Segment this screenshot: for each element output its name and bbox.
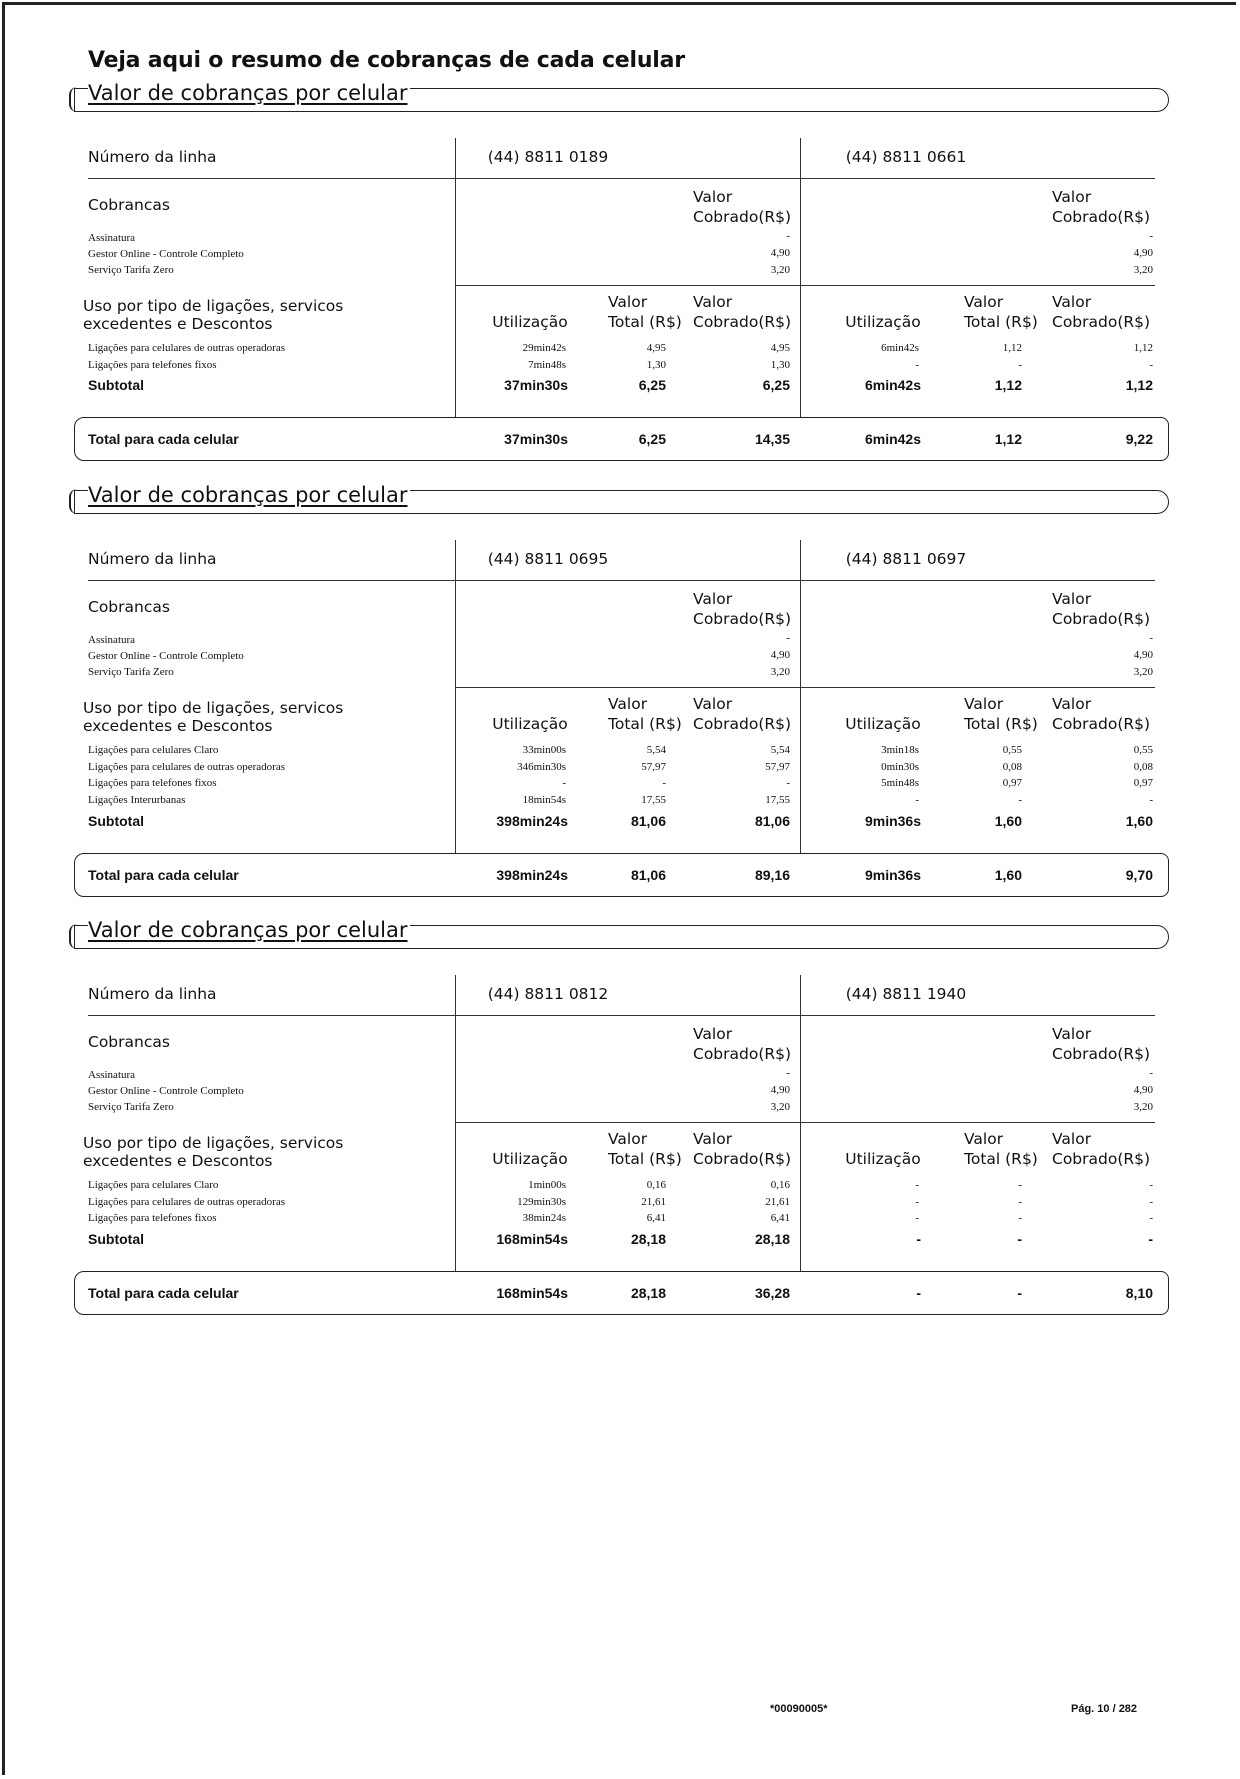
subtotal-charged: 6,25 <box>762 377 790 394</box>
usage-total: 21,61 <box>641 1195 666 1208</box>
usage-item-label: Ligações para telefones fixos <box>88 358 217 371</box>
charge-value: - <box>1149 230 1153 242</box>
usage-section-label: excedentes e Descontos <box>83 717 273 735</box>
usage-time: 3min18s <box>881 744 919 756</box>
charge-value: 3,20 <box>1133 666 1153 678</box>
usage-time: - <box>915 1195 919 1208</box>
usage-charged: - <box>1149 1195 1153 1208</box>
charge-item-label: Serviço Tarifa Zero <box>88 666 174 678</box>
total-value: 1,12 <box>994 431 1022 448</box>
usage-item-label: Ligações para celulares Claro <box>88 1179 219 1191</box>
usage-total: 17,55 <box>641 794 666 807</box>
column-header: Total (R$) <box>608 313 682 331</box>
usage-time: 129min30s <box>517 1195 566 1208</box>
usage-charged: 6,41 <box>770 1212 790 1225</box>
usage-total: - <box>1018 358 1022 371</box>
total-time: 398min24s <box>496 866 568 883</box>
subtotal-charged: 1,60 <box>1125 812 1153 829</box>
column-header: Utilização <box>845 715 921 733</box>
charge-value: 3,20 <box>770 264 790 276</box>
charge-value: 3,20 <box>1133 264 1153 276</box>
total-value: 6,25 <box>638 431 666 448</box>
total-charged: 9,22 <box>1125 431 1153 448</box>
column-header: Total (R$) <box>964 1150 1038 1168</box>
column-header: Valor <box>693 1130 733 1148</box>
column-header: Total (R$) <box>608 715 682 733</box>
usage-charged: 1,30 <box>770 358 790 371</box>
row-divider <box>88 178 1155 179</box>
usage-total: 0,16 <box>646 1179 666 1191</box>
phone-line-number: (44) 8811 0189 <box>487 148 609 166</box>
column-header: Valor <box>964 695 1004 713</box>
usage-section-label: Uso por tipo de ligações, servicos <box>83 699 344 717</box>
usage-item-label: Ligações para telefones fixos <box>88 777 217 790</box>
usage-time: 1min00s <box>528 1179 566 1191</box>
section-header <box>74 483 1169 514</box>
charge-value: 4,90 <box>1133 247 1153 259</box>
column-header: Valor <box>693 188 733 206</box>
total-time: 6min42s <box>864 431 921 448</box>
total-charged: 89,16 <box>754 866 790 883</box>
usage-charged: 4,95 <box>770 342 790 354</box>
column-divider <box>455 540 456 853</box>
usage-total: 5,54 <box>646 744 666 756</box>
usage-time: 33min00s <box>522 744 566 756</box>
document-code: *00090005* <box>770 1703 828 1715</box>
section-title: Valor de cobranças por celular <box>88 483 408 507</box>
column-header: Utilização <box>845 1150 921 1168</box>
usage-charged: - <box>1149 1179 1153 1191</box>
page-title: Veja aqui o resumo de cobranças de cada celular <box>88 48 685 73</box>
subtotal-label: Subtotal <box>88 1231 144 1248</box>
section-header <box>74 81 1169 112</box>
usage-charged: - <box>1149 794 1153 807</box>
charge-value: 3,20 <box>1133 1101 1153 1113</box>
usage-charged: - <box>786 777 790 790</box>
usage-charged: 5,54 <box>770 744 790 756</box>
column-header: Cobrado(R$) <box>1052 208 1151 226</box>
column-header: Cobrado(R$) <box>693 208 792 226</box>
usage-charged: 1,12 <box>1133 342 1153 354</box>
usage-item-label: Ligações para telefones fixos <box>88 1212 217 1225</box>
charge-value: 4,90 <box>1133 649 1153 661</box>
column-header: Valor <box>693 293 733 311</box>
usage-time: 0min30s <box>881 760 919 773</box>
usage-time: 346min30s <box>517 760 566 773</box>
total-value: 28,18 <box>630 1285 666 1302</box>
subtotal-total: 81,06 <box>630 812 666 829</box>
column-header: Valor <box>964 293 1004 311</box>
charge-item-label: Gestor Online - Controle Completo <box>88 650 244 662</box>
subtotal-time: - <box>916 1231 921 1248</box>
column-header: Cobrado(R$) <box>693 1150 792 1168</box>
total-value: 1,60 <box>994 866 1022 883</box>
column-divider <box>800 975 801 1271</box>
subtotal-total: 1,60 <box>994 812 1022 829</box>
phone-line-number: (44) 8811 0812 <box>487 985 609 1003</box>
charge-item-label: Gestor Online - Controle Completo <box>88 1085 244 1097</box>
usage-item-label: Ligações Interurbanas <box>88 794 186 807</box>
charge-item-label: Serviço Tarifa Zero <box>88 264 174 276</box>
charge-item-label: Assinatura <box>88 634 136 646</box>
usage-total: 1,12 <box>1002 342 1022 354</box>
usage-charged: 0,97 <box>1133 777 1153 790</box>
charges-label: Cobrancas <box>88 598 170 616</box>
subtotal-time: 168min54s <box>496 1231 568 1248</box>
charge-value: - <box>786 1067 790 1079</box>
usage-total: 0,55 <box>1002 744 1022 756</box>
total-value: - <box>1017 1285 1022 1302</box>
column-header: Cobrado(R$) <box>1052 1045 1151 1063</box>
column-header: Total (R$) <box>964 715 1038 733</box>
usage-item-label: Ligações para celulares Claro <box>88 744 219 756</box>
usage-total: 0,08 <box>1002 760 1022 773</box>
total-charged: 14,35 <box>754 431 790 448</box>
charge-value: - <box>1149 1067 1153 1079</box>
section-title: Valor de cobranças por celular <box>88 81 408 105</box>
charge-section <box>0 81 1240 518</box>
usage-total: - <box>1018 1195 1022 1208</box>
total-charged: 9,70 <box>1125 866 1153 883</box>
total-time: 9min36s <box>864 866 921 883</box>
charge-section <box>0 483 1240 920</box>
column-header: Valor <box>693 1025 733 1043</box>
usage-total: 6,41 <box>646 1212 666 1225</box>
column-header: Valor <box>608 1130 648 1148</box>
charge-item-label: Assinatura <box>88 232 136 244</box>
usage-section-label: Uso por tipo de ligações, servicos <box>83 1134 344 1152</box>
charge-value: 4,90 <box>1133 1084 1153 1096</box>
charge-item-label: Assinatura <box>88 1069 136 1081</box>
total-time: - <box>916 1285 921 1302</box>
subtotal-label: Subtotal <box>88 377 144 394</box>
total-label: Total para cada celular <box>88 1285 239 1302</box>
usage-charged: 17,55 <box>765 794 790 807</box>
charges-label: Cobrancas <box>88 1033 170 1051</box>
charge-value: 4,90 <box>770 1084 790 1096</box>
charge-value: 3,20 <box>770 666 790 678</box>
line-number-label: Número da linha <box>88 985 217 1003</box>
column-divider <box>455 138 456 417</box>
charge-value: - <box>786 230 790 242</box>
phone-line-number: (44) 8811 0695 <box>487 550 609 568</box>
row-divider <box>455 687 1155 688</box>
usage-section-label: Uso por tipo de ligações, servicos <box>83 297 344 315</box>
column-header: Valor <box>1052 1130 1092 1148</box>
column-header: Utilização <box>845 313 921 331</box>
column-divider <box>800 138 801 417</box>
column-header: Cobrado(R$) <box>693 715 792 733</box>
subtotal-total: - <box>1017 1231 1022 1248</box>
subtotal-time: 37min30s <box>504 377 568 394</box>
usage-total: - <box>1018 1179 1022 1191</box>
total-time: 37min30s <box>504 431 568 448</box>
usage-item-label: Ligações para celulares de outras operadoras <box>88 760 285 773</box>
column-header: Valor <box>1052 590 1092 608</box>
usage-charged: 0,08 <box>1133 760 1153 773</box>
column-header: Valor <box>693 590 733 608</box>
total-label: Total para cada celular <box>88 866 239 883</box>
usage-charged: 57,97 <box>765 760 790 773</box>
phone-line-number: (44) 8811 0661 <box>845 148 967 166</box>
subtotal-charged: 81,06 <box>754 812 790 829</box>
column-header: Valor <box>693 695 733 713</box>
column-header: Utilização <box>492 1150 568 1168</box>
charges-label: Cobrancas <box>88 196 170 214</box>
subtotal-charged: - <box>1148 1231 1153 1248</box>
usage-time: - <box>915 358 919 371</box>
column-header: Valor <box>608 695 648 713</box>
usage-item-label: Ligações para celulares de outras operadoras <box>88 1195 285 1208</box>
column-header: Valor <box>1052 293 1092 311</box>
usage-section-label: excedentes e Descontos <box>83 315 273 333</box>
total-value: 81,06 <box>630 866 666 883</box>
column-header: Utilização <box>492 715 568 733</box>
usage-total: - <box>662 777 666 790</box>
row-divider <box>455 1122 1155 1123</box>
subtotal-time: 398min24s <box>496 812 568 829</box>
total-charged: 36,28 <box>754 1285 790 1302</box>
usage-charged: - <box>1149 1212 1153 1225</box>
usage-time: 6min42s <box>881 342 919 354</box>
phone-line-number: (44) 8811 1940 <box>845 985 967 1003</box>
line-number-label: Número da linha <box>88 550 217 568</box>
total-charged: 8,10 <box>1125 1285 1153 1302</box>
charge-value: 4,90 <box>770 247 790 259</box>
row-divider <box>455 285 1155 286</box>
usage-time: 38min24s <box>522 1212 566 1225</box>
column-header: Valor <box>608 293 648 311</box>
charge-value: - <box>786 632 790 644</box>
column-divider <box>800 540 801 853</box>
usage-time: - <box>915 1179 919 1191</box>
usage-total: 57,97 <box>641 760 666 773</box>
usage-total: 1,30 <box>646 358 666 371</box>
usage-total: 4,95 <box>646 342 666 354</box>
column-header: Valor <box>1052 1025 1092 1043</box>
charge-value: 3,20 <box>770 1101 790 1113</box>
column-header: Valor <box>1052 695 1092 713</box>
usage-total: - <box>1018 1212 1022 1225</box>
usage-time: - <box>915 794 919 807</box>
usage-charged: 21,61 <box>765 1195 790 1208</box>
usage-charged: 0,16 <box>770 1179 790 1191</box>
column-header: Cobrado(R$) <box>1052 1150 1151 1168</box>
column-header: Cobrado(R$) <box>693 313 792 331</box>
column-divider <box>455 975 456 1271</box>
row-divider <box>88 580 1155 581</box>
subtotal-time: 9min36s <box>864 812 921 829</box>
usage-charged: - <box>1149 358 1153 371</box>
usage-time: - <box>915 1212 919 1225</box>
section-title: Valor de cobranças por celular <box>88 918 408 942</box>
column-header: Utilização <box>492 313 568 331</box>
total-time: 168min54s <box>496 1285 568 1302</box>
usage-time: 29min42s <box>522 342 566 354</box>
column-header: Cobrado(R$) <box>1052 610 1151 628</box>
column-header: Total (R$) <box>608 1150 682 1168</box>
column-header: Valor <box>1052 188 1092 206</box>
subtotal-label: Subtotal <box>88 812 144 829</box>
page-number: Pág. 10 / 282 <box>1071 1703 1138 1715</box>
usage-time: 7min48s <box>528 358 566 371</box>
subtotal-total: 6,25 <box>638 377 666 394</box>
subtotal-total: 28,18 <box>630 1231 666 1248</box>
column-header: Cobrado(R$) <box>693 610 792 628</box>
total-label: Total para cada celular <box>88 431 239 448</box>
usage-total: - <box>1018 794 1022 807</box>
subtotal-charged: 28,18 <box>754 1231 790 1248</box>
charge-value: 4,90 <box>770 649 790 661</box>
column-header: Cobrado(R$) <box>693 1045 792 1063</box>
subtotal-total: 1,12 <box>994 377 1022 394</box>
phone-line-number: (44) 8811 0697 <box>845 550 967 568</box>
charge-item-label: Serviço Tarifa Zero <box>88 1101 174 1113</box>
charge-item-label: Gestor Online - Controle Completo <box>88 248 244 260</box>
usage-item-label: Ligações para celulares de outras operadoras <box>88 342 285 354</box>
usage-time: 5min48s <box>881 777 919 790</box>
usage-charged: 0,55 <box>1133 744 1153 756</box>
charge-value: - <box>1149 632 1153 644</box>
subtotal-charged: 1,12 <box>1125 377 1153 394</box>
section-header <box>74 918 1169 949</box>
usage-time: - <box>562 777 566 790</box>
subtotal-time: 6min42s <box>864 377 921 394</box>
usage-section-label: excedentes e Descontos <box>83 1152 273 1170</box>
charge-section <box>0 918 1240 1355</box>
column-header: Valor <box>964 1130 1004 1148</box>
usage-total: 0,97 <box>1002 777 1022 790</box>
row-divider <box>88 1015 1155 1016</box>
column-header: Cobrado(R$) <box>1052 313 1151 331</box>
line-number-label: Número da linha <box>88 148 217 166</box>
column-header: Cobrado(R$) <box>1052 715 1151 733</box>
column-header: Total (R$) <box>964 313 1038 331</box>
usage-time: 18min54s <box>522 794 566 807</box>
